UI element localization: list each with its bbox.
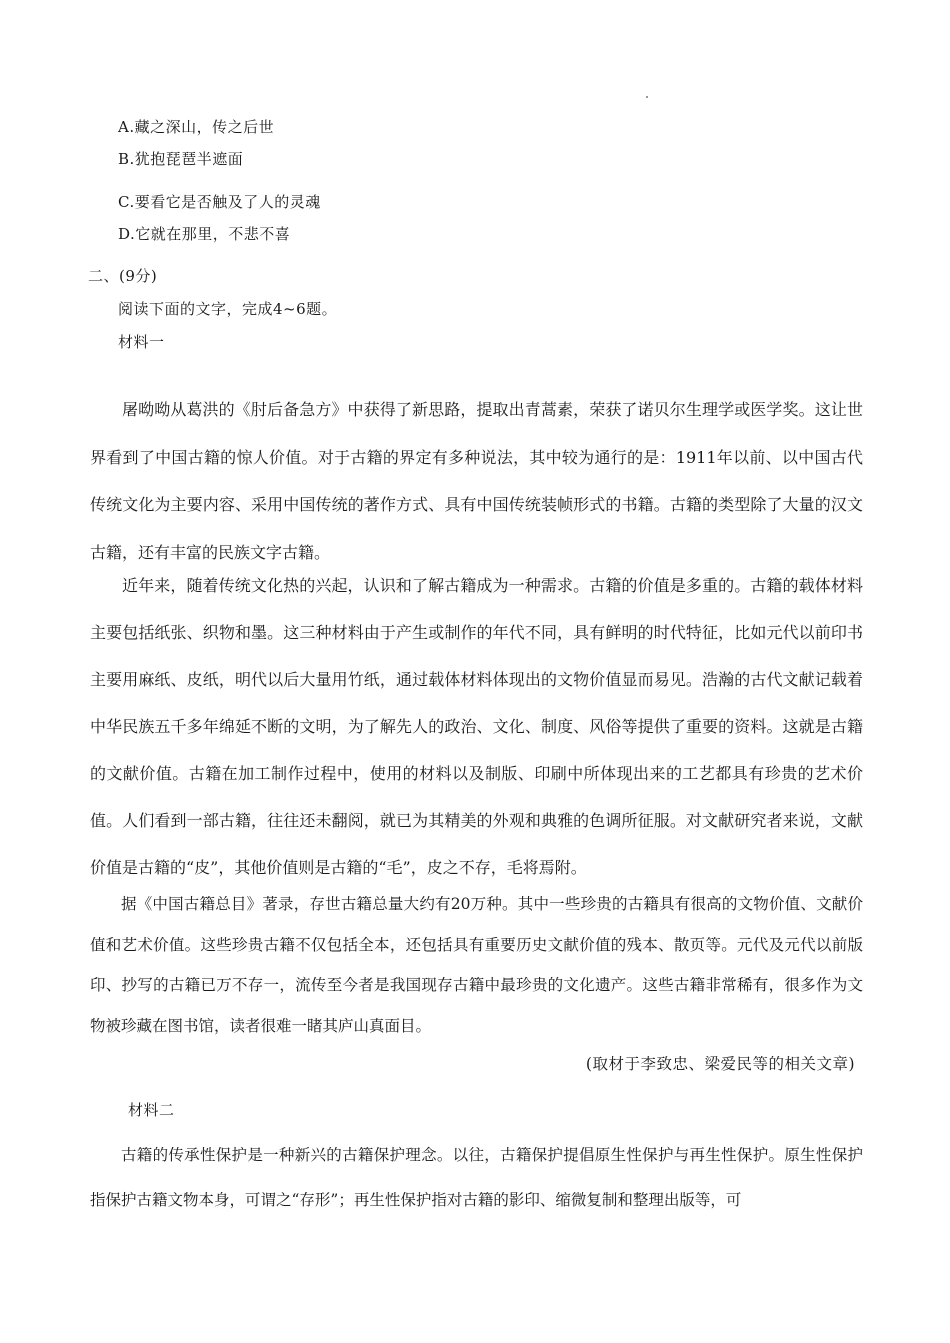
material1-paragraph-2: 近年来，随着传统文化热的兴起，认识和了解古籍成为一种需求。古籍的价值是多重的。古籍的载体材料主要包括纸张、织物和墨。这三种材料由于产生或制作的年代不同，具有鲜明的时代特征，比如元代以前印书主要用麻纸、皮纸，明代以后大量用竹纸，通过载体材料体现出的文物价值显而易见。浩瀚的古代文献记载着中华民族五千多年绵延不断的文明，为了解先人的政治、文化、制度、风俗等提供了重要的资料。这就是古籍的文献价值。古籍在加工制作过程中，使用的材料以及制版、印刷中所体现出来的工艺都具有珍贵的艺术价值。人们看到一部古籍，往往还未翻阅，就已为其精美的外观和典雅的色调所征服。对文献研究者来说，文献价值是古籍的“皮”，其他价值则是古籍的“毛”，皮之不存，毛将焉附。 [90, 576, 863, 877]
option-d: D.它就在那里，不悲不喜 [118, 225, 291, 243]
section-heading: 二、(9分) [88, 267, 158, 285]
scan-dot [646, 96, 648, 98]
option-a: A.藏之深山，传之后世 [118, 118, 275, 136]
material1-source: (取材于李致忠、梁爱民等的相关文章) [585, 1055, 855, 1073]
material1-paragraph-3: 据《中国古籍总目》著录，存世古籍总量大约有20万种。其中一些珍贵的古籍具有很高的文物价值、文献价值和艺术价值。这些珍贵古籍不仅包括全本，还包括具有重要历史文献价值的残本、散页等。元代及元代以前版印、抄写的古籍已万不存一，流传至今者是我国现存古籍中最珍贵的文化遗产。这些古籍非常稀有，很多作为文物被珍藏在图书馆，读者很难一睹其庐山真面目。 [90, 895, 863, 1035]
reading-instruction: 阅读下面的文字，完成4~6题。 [118, 300, 338, 318]
material1-label: 材料一 [118, 333, 165, 351]
material2-paragraph-1: 古籍的传承性保护是一种新兴的古籍保护理念。以往，古籍保护提倡原生性保护与再生性保护。原生性保护指保护古籍文物本身，可谓之“存形”；再生性保护指对古籍的影印、缩微复制和整理出版等，可 [90, 1146, 863, 1209]
option-b: B.犹抱琵琶半遮面 [118, 150, 244, 168]
material2-label: 材料二 [128, 1101, 175, 1119]
material1-paragraph-1: 屠呦呦从葛洪的《肘后备急方》中获得了新思路，提取出青蒿素，荣获了诺贝尔生理学或医学奖。这让世界看到了中国古籍的惊人价值。对于古籍的界定有多种说法，其中较为通行的是：1911年以前、以中国古代传统文化为主要内容、采用中国传统的著作方式、具有中国传统装帧形式的书籍。古籍的类型除了大量的汉文古籍，还有丰富的民族文字古籍。 [90, 400, 863, 562]
option-c: C.要看它是否触及了人的灵魂 [118, 193, 321, 211]
